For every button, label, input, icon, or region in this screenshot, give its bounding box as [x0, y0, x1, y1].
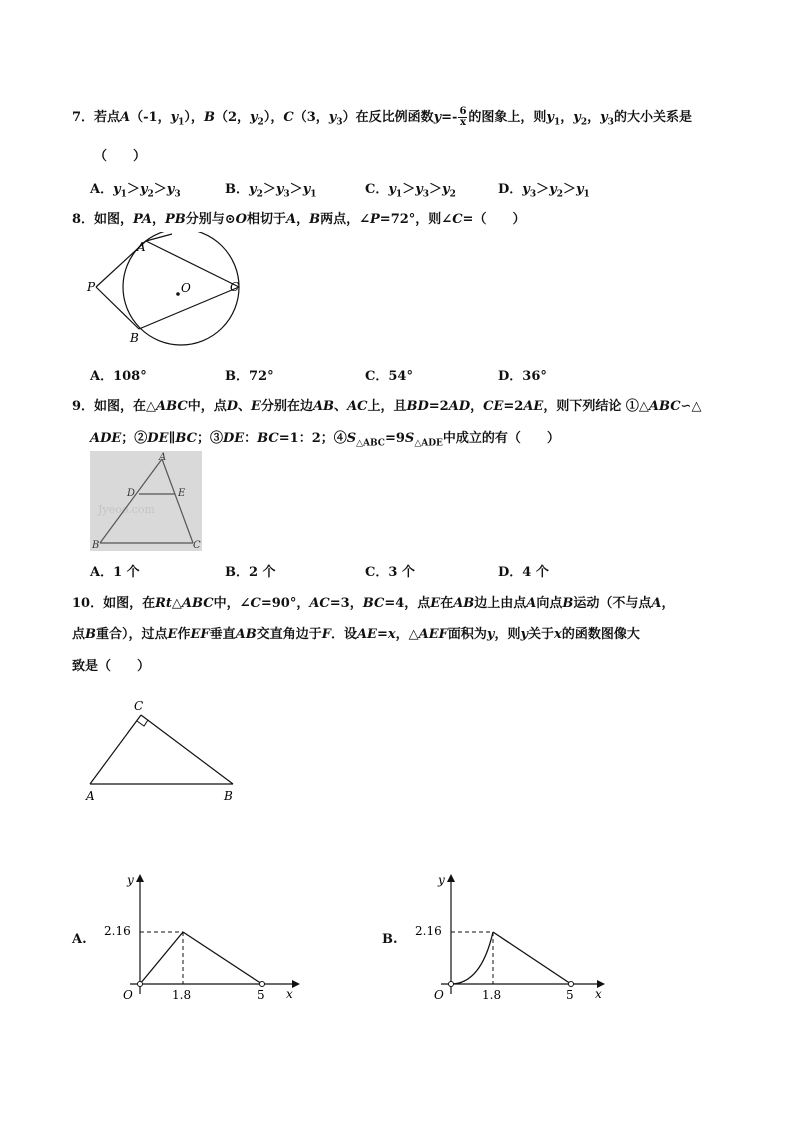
q7-option-d-expr: $y_3>y_2>y_1$	[522, 182, 590, 200]
label-c: C	[193, 540, 201, 551]
y-axis-label: y	[438, 873, 445, 887]
peak-y-label: 2.16	[415, 924, 442, 938]
q10-stem-line2: 点B重合），过点E作EF垂直AB交直角边于F．设AE=x，△AEF面积为y，则y关于x的函数图像大	[72, 627, 640, 642]
origin-label: O	[434, 988, 444, 1002]
q9-triangle-figure	[90, 451, 202, 551]
rising-curve	[451, 932, 493, 984]
q10-right-triangle-figure	[82, 695, 242, 805]
q10-option-a-label[interactable]: A.	[72, 932, 87, 947]
q10-option-a-graph[interactable]	[100, 868, 305, 1008]
x-axis-label: x	[286, 987, 293, 1001]
tangent-pb	[96, 287, 139, 329]
figure-background	[90, 451, 202, 551]
peak-x-label: 1.8	[172, 988, 192, 1002]
q7-option-b-expr: $y_2>y_3>y_1$	[249, 182, 317, 200]
watermark: Jyeoo.com	[98, 503, 155, 516]
label-b: B	[224, 789, 233, 803]
label-e: E	[178, 488, 186, 499]
side-bc	[141, 715, 233, 784]
q7-option-b[interactable]: B．$y_2>y_3>y_1$	[225, 182, 317, 200]
label-b: B	[92, 540, 100, 551]
q7-option-c-expr: $y_1>y_3>y_2$	[388, 182, 456, 200]
label-o: O	[181, 281, 191, 295]
rising-segment	[140, 932, 183, 984]
q8-option-a[interactable]: A．108°	[90, 369, 147, 384]
q7-option-a[interactable]: A．$y_1>y_2>y_3$	[90, 182, 181, 200]
q9-option-b[interactable]: B．2 个	[225, 565, 276, 580]
label-a: A	[86, 789, 95, 803]
q9-option-a[interactable]: A．1 个	[90, 565, 140, 580]
peak-x-label: 1.8	[482, 988, 502, 1002]
label-c: C	[134, 699, 144, 713]
q8-option-b[interactable]: B．72°	[225, 369, 274, 384]
fraction-6-over-x: $\frac{6}{x}$	[459, 106, 467, 128]
q8-option-d[interactable]: D．36°	[498, 369, 547, 384]
q9-stem-line2: ADE；②DE∥BC；③DE：BC=1：2；$④S_{\triangle ABC}=9S_{\triangle ADE}$中成立的有（ ）	[90, 431, 560, 449]
q9-option-c[interactable]: C．3 个	[365, 565, 415, 580]
chord-ac	[146, 241, 239, 287]
q10-stem-line3: 致是（ ）	[72, 659, 151, 674]
end-point	[260, 982, 265, 987]
q7-option-c[interactable]: C．$y_1>y_3>y_2$	[365, 182, 456, 200]
q7-option-d[interactable]: D．$y_3>y_2>y_1$	[498, 182, 590, 200]
q9-stem-line1: 9．如图，在△ABC中，点D、E分别在边AB、AC上，且BD=2AD，CE=2AE，则下列结论 ①△ABC∽△	[72, 399, 702, 414]
end-x-label: 5	[566, 988, 574, 1002]
falling-segment	[493, 932, 571, 984]
q10-stem-line1: 10．如图，在Rt△ABC中，∠C=90°，AC=3，BC=4，点E在AB边上由点A向点B运动（不与点A，	[72, 596, 675, 611]
label-d: D	[127, 488, 136, 499]
q10-option-b-label[interactable]: B.	[382, 932, 398, 947]
q8-circle-tangent-figure	[84, 232, 254, 350]
end-x-label: 5	[257, 988, 265, 1002]
falling-segment	[183, 932, 262, 984]
q7-answer-paren: （ ）	[94, 149, 147, 164]
q9-option-d[interactable]: D．4 个	[498, 565, 549, 580]
x-axis-label: x	[595, 987, 602, 1001]
q7-stem: 7．若点A（-1，$y_1$），B（2，$y_2$），C（3，$y_3$）在反比例函数y=- $\frac{6}{x}$ 的图象上，则$y_1$，$y_2$，$y_3$的大小关系是	[72, 106, 692, 128]
y-axis-arrow	[447, 874, 455, 882]
q8-stem: 8．如图，PA，PB分别与⊙O相切于A，B两点，∠P=72°，则∠C=（ ）	[72, 212, 526, 227]
x-axis-arrow	[292, 980, 300, 988]
label-c: C	[230, 280, 240, 294]
peak-y-label: 2.16	[104, 924, 131, 938]
y-axis-arrow	[136, 874, 144, 882]
label-a: A	[159, 452, 167, 463]
end-point	[569, 982, 574, 987]
q8-option-c[interactable]: C．54°	[365, 369, 413, 384]
label-b: B	[130, 331, 139, 345]
origin-label: O	[123, 988, 133, 1002]
q7-option-a-expr: $y_1>y_2>y_3$	[113, 182, 181, 200]
side-ac	[90, 715, 141, 784]
center-point-o	[176, 292, 180, 296]
label-p: P	[87, 280, 96, 294]
label-a: A	[137, 240, 146, 254]
q10-option-b-graph[interactable]	[411, 868, 616, 1008]
origin-point	[449, 982, 454, 987]
origin-point	[138, 982, 143, 987]
y-axis-label: y	[127, 873, 134, 887]
right-angle-mark	[137, 720, 148, 726]
